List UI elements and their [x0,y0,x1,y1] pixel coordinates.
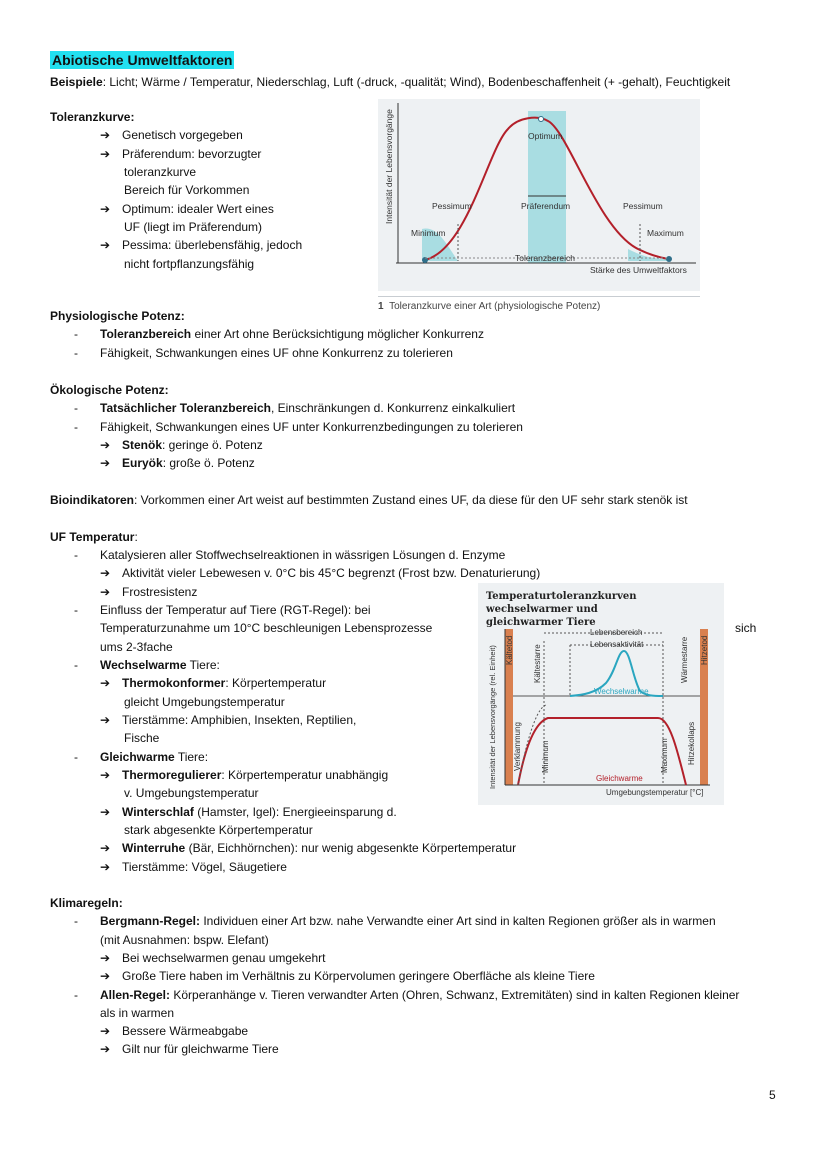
arrow-icon: ➔ [100,456,111,470]
arrow-icon: ➔ [100,238,111,252]
wechselwarme-label: Wechselwarme [594,687,649,696]
list-item: Katalysieren aller Stoffwechselreaktionen in wässrigen Lösungen d. Enzyme [100,548,506,562]
list-item: ➔ Stenök: geringe ö. Potenz [100,438,263,452]
list-item: ➔ Aktivität vieler Lebewesen v. 0°C bis 45°C begrenzt (Frost bzw. Denaturierung) [100,566,541,580]
document-page: Abiotische Umweltfaktoren Beispiele: Licht; Wärme / Temperatur, Niederschlag, Luft (-druck, -qualität; Wind), Bodenbeschaffenheit (+ -gehalt), Feuchtigkeit Toleranzkurve: ➔ Genetisch vorgegeben ➔ Präferendum: bevorzugter toleranzkurve Bereich für Vorkommen ➔ Optimum: idealer Wert eines UF (liegt im Präferendum) ➔ Pessima: überlebensfähig, jedoch nicht fortpflanzungsfähig Optimum Pessimum Pessimum Präferendum Minimum Maximum Toleranzbereich Stärke des Umweltfaktors Intensität der Lebensvorgänge 1 Toleranzkurve einer Art (physiologische Potenz) Physiologische Potenz: - Toleranzbereich einer Art ohne Berücksichtigung möglicher Konkurrenz - Fähigkeit, Schwankungen eines UF ohne Konkurrenz zu tolerieren Ökologische Potenz: - Tatsächlicher Toleranzbereich, Einschränkungen d. Konkurrenz einkalkuliert - Fähigkeit, Schwankungen eines UF unter Konkurrenzbedingungen zu tolerieren ➔ Stenök: geringe ö. Potenz ➔ Euryök: große ö. Potenz Bioindikatoren: Vorkommen einer Art weist auf bestimmten Zustand eines UF, da diese für den UF sehr stark stenök ist UF Temperatur: - Katalysieren aller Stoffwechselreaktionen in wässrigen Lösungen d. Enzyme ➔ Aktivität vieler Lebewesen v. 0°C bis 45°C begrenzt (Frost bzw. Denaturierung) ➔ Frostresistenz - Einfluss der Temperatur auf Tiere (RGT-Regel): bei Temperaturzunahme um 10°C beschleunigen Lebensprozesse sich ums 2-3fache - Wechselwarme Tiere: ➔ Thermokonformer: Körpertemperatur gleicht Umgebungstemperatur ➔ Tierstämme: Amphibien, Insekten, Reptilien, Fische - Gleichwarme Tiere: ➔ Thermoregulierer: Körpertemperatur unabhängig v. Umgebungstemperatur ➔ Winterschlaf (Hamster, Igel): Energieeinsparung d. stark abgesenkte Körpertemperatur ➔ Winterruhe (Bär, Eichhörnchen): nur wenig abgesenkte Körpertemperatur ➔ Tierstämme: Vögel, Säugetiere Temperaturtoleranzkurven wechselwarmer und gleichwarmer Tiere Lebensbereich Lebensaktivität Wechselwarme Gleichwarme Umgebungstemperatur [°C] Kältetod Hitzetod Kältestarre Wärmestarre Verklammung Minimum Maximum Hitzekollaps Intensität der Lebensvorgänge (rel. Einheit) Klimaregeln: - Bergmann-Regel: Individuen einer Art bzw. nahe Verwandte einer Art sind in kalten Regionen größer als in warmen (mit Ausnahmen: bspw. Elefant) ➔ Bei wechselwarmen genau umgekehrt ➔ Große Tiere haben im Verhältnis zu Körpervolumen geringere Oberfläche als kleine Tiere - Allen-Regel: Körperanhänge v. Tieren verwandter Arten (Ohren, Schwanz, Extremitäten) sind in kalten Regionen kleiner als in warmen ➔ Bessere Wärmeabgabe ➔ Gilt nur für gleichwarme Tiere 5 [50,52,776,1102]
list-item: Gleichwarme Tiere: [100,750,209,764]
lebensaktivitaet-label: Lebensaktivität [590,640,644,649]
arrow-icon: ➔ [100,676,111,690]
figure2-title: Temperaturtoleranzkurven wechselwarmer und gleichwarmer Tiere [486,591,637,628]
list-item-cont: ums 2-3fache [100,640,173,654]
minimum-label: Minimum [541,740,550,773]
arrow-icon: ➔ [100,438,111,452]
optimum-point [539,117,544,122]
bioindikatoren-line: Bioindikatoren: Vorkommen einer Art weist auf bestimmten Zustand eines UF, da diese für den UF sehr stark stenök ist [50,493,688,507]
arrow-icon: ➔ [100,566,111,580]
list-item: ➔ Bei wechselwarmen genau umgekehrt [100,951,326,965]
list-item-cont: gleicht Umgebungstemperatur [124,695,285,709]
list-item-cont: Fische [124,731,160,745]
arrow-icon: ➔ [100,1024,111,1038]
list-item-cont: sich [735,621,757,635]
lebensbereich-label: Lebensbereich [590,628,643,637]
list-item: ➔ Frostresistenz [100,585,198,599]
pessimum-left-label: Pessimum [432,201,472,211]
kaeltetod-label: Kältetod [505,635,514,665]
arrow-icon: ➔ [100,202,111,216]
list-item-cont: toleranzkurve [124,165,197,179]
arrow-icon: ➔ [100,585,111,599]
list-item: ➔ Bessere Wärmeabgabe [100,1024,249,1038]
x-axis-label: Stärke des Umweltfaktors [590,265,687,275]
list-item: ➔ Euryök: große ö. Potenz [100,456,255,470]
list-item-cont: nicht fortpflanzungsfähig [124,257,255,271]
arrow-icon: ➔ [100,768,111,782]
list-item: ➔ Thermoregulierer: Körpertemperatur unabhängig [100,768,389,782]
beispiele-line [50,73,730,91]
arrow-icon: ➔ [100,969,111,983]
list-item: Tatsächlicher Toleranzbereich, Einschränkungen d. Konkurrenz einkalkuliert [100,401,516,415]
list-item: Wechselwarme Tiere: [100,658,220,672]
waermestarre-label: Wärmestarre [680,636,689,683]
list-item: Fähigkeit, Schwankungen eines UF unter Konkurrenzbedingungen zu tolerieren [100,420,523,434]
verklammung-label: Verklammung [513,722,522,771]
oeko-heading: Ökologische Potenz: [50,383,169,397]
figure-caption: 1 Toleranzkurve einer Art (physiologische Potenz) [378,296,700,312]
klima-heading: Klimaregeln: [50,896,123,910]
list-item: Allen-Regel: Körperanhänge v. Tieren verwandter Arten (Ohren, Schwanz, Extremitäten) sind in kalten Regionen kleiner [100,988,740,1002]
pessimum-right-area [628,249,668,261]
arrow-icon: ➔ [100,1042,111,1056]
arrow-icon: ➔ [100,713,111,727]
toleranzbereich-label: Toleranzbereich [515,253,576,263]
arrow-icon: ➔ [100,805,111,819]
page-number: 5 [769,1088,776,1102]
list-item-cont: (mit Ausnahmen: bspw. Elefant) [100,933,269,947]
list-item: ➔ Optimum: idealer Wert eines [100,202,274,216]
physio-heading: Physiologische Potenz: [50,309,185,323]
maximum-point [666,256,672,262]
beispiele-text: : Licht; Wärme / Temperatur, Niederschlag, Luft (-druck, -qualität; Wind), Bodenbeschaffenheit (+ -gehalt), Feuchtigkeit [102,75,731,89]
list-item-cont: UF (liegt im Präferendum) [124,220,263,234]
list-item: ➔ Genetisch vorgegeben [100,128,243,142]
list-item: Einfluss der Temperatur auf Tiere (RGT-Regel): bei [100,603,371,617]
list-item: ➔ Thermokonformer: Körpertemperatur [100,676,327,690]
hitzetod-label: Hitzetod [700,635,709,665]
maximum-label: Maximum [660,738,669,773]
arrow-icon: ➔ [100,147,111,161]
arrow-icon: ➔ [100,128,111,142]
toleranzkurve-heading: Toleranzkurve: [50,110,135,124]
list-item-cont: v. Umgebungstemperatur [124,786,259,800]
temperatur-diagram [478,583,724,805]
list-item-cont: Bereich für Vorkommen [124,183,250,197]
toleranzkurve-figure [378,99,700,291]
hitzekollaps-label: Hitzekollaps [687,721,696,765]
list-item: ➔ Winterschlaf (Hamster, Igel): Energieeinsparung d. [100,805,397,819]
arrow-icon: ➔ [100,860,111,874]
maximum-label: Maximum [647,228,684,238]
optimum-label: Optimum [528,131,563,141]
list-item-cont: als in warmen [100,1006,175,1020]
list-item: ➔ Winterruhe (Bär, Eichhörnchen): nur wenig abgesenkte Körpertemperatur [100,841,517,855]
temperaturtoleranz-figure [478,583,724,805]
arrow-icon: ➔ [100,951,111,965]
y-axis-label: Intensität der Lebensvorgänge (rel. Einheit) [488,645,497,789]
kaeltestarre-label: Kältestarre [533,644,542,683]
list-item: Fähigkeit, Schwankungen eines UF ohne Konkurrenz zu tolerieren [100,346,453,360]
list-item: ➔ Gilt nur für gleichwarme Tiere [100,1042,279,1056]
page-title: Abiotische Umweltfaktoren [52,52,233,68]
y-axis-label: Intensität der Lebensvorgänge [384,109,394,224]
gleichwarme-label: Gleichwarme [596,774,643,783]
toleranzkurve-diagram [378,99,700,291]
list-item: ➔ Tierstämme: Amphibien, Insekten, Reptilien, [100,713,357,727]
arrow-icon: ➔ [100,841,111,855]
list-item: ➔ Große Tiere haben im Verhältnis zu Körpervolumen geringere Oberfläche als kleine Tiere [100,969,595,983]
list-item: Bergmann-Regel: Individuen einer Art bzw. nahe Verwandte einer Art sind in kalten Regionen größer als in warmen [100,914,716,928]
list-item-cont: Temperaturzunahme um 10°C beschleunigen Lebensprozesse [100,621,433,635]
list-item: ➔ Pessima: überlebensfähig, jedoch [100,238,303,252]
praeferendum-label: Präferendum [521,201,571,211]
beispiele-label: Beispiele [50,75,103,89]
uf-temp-heading: UF Temperatur: [50,530,138,544]
list-item: ➔ Tierstämme: Vögel, Säugetiere [100,860,287,874]
pessimum-right-label: Pessimum [623,201,663,211]
list-item: ➔ Präferendum: bevorzugter [100,147,262,161]
list-item-cont: stark abgesenkte Körpertemperatur [124,823,313,837]
list-item: Toleranzbereich einer Art ohne Berücksichtigung möglicher Konkurrenz [100,327,484,341]
x-axis-label: Umgebungstemperatur [°C] [606,788,704,797]
minimum-label: Minimum [411,228,446,238]
